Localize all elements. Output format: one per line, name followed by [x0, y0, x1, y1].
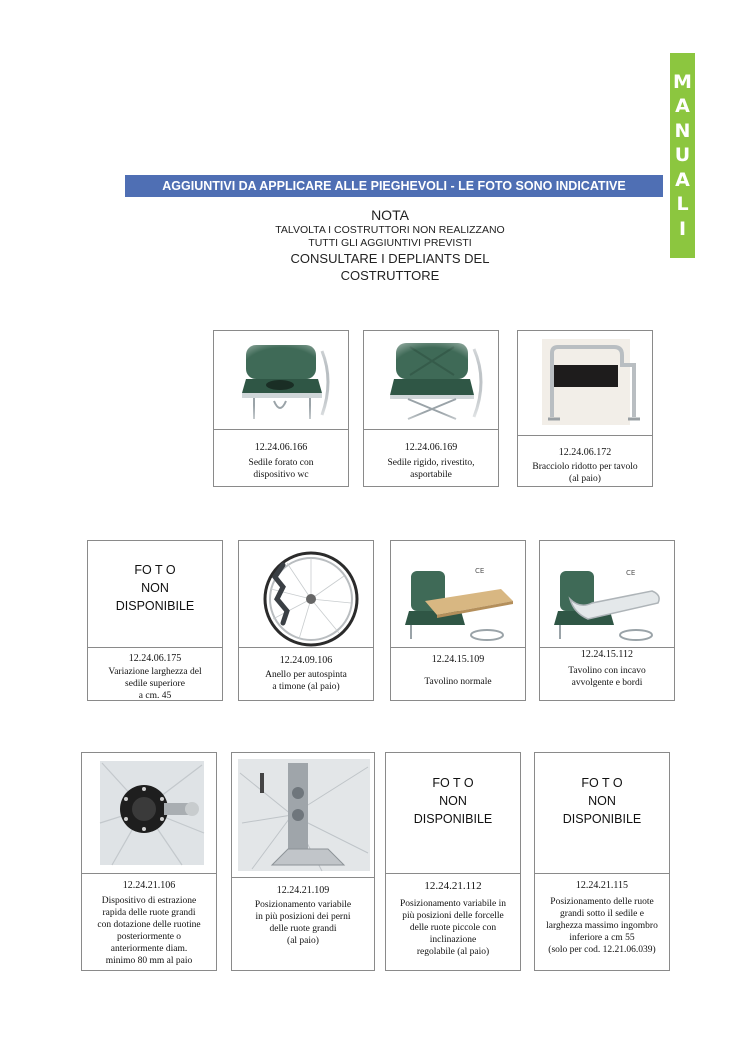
- product-photo-pushrim: [239, 541, 373, 648]
- product-description: Sedile rigido, rivestito, asportabile: [387, 458, 475, 480]
- nota-line: TUTTI GLI AGGIUNTIVI PREVISTI: [308, 237, 472, 249]
- product-card: [87, 540, 223, 701]
- product-code: 12.24.06.172: [558, 447, 612, 458]
- product-card: [517, 330, 653, 487]
- product-card: [539, 540, 675, 701]
- product-code: 12.24.21.115: [575, 880, 629, 891]
- product-photo-commode-seat: [214, 331, 348, 430]
- side-tab-letter: I: [678, 217, 687, 240]
- product-photo-tray-cutout: [540, 541, 674, 648]
- no-photo-label: FO T O NON DISPONIBILE: [115, 563, 195, 613]
- side-tab-letter: M: [673, 70, 692, 93]
- product-description: Anello per autospinta a timone (al paio): [265, 670, 347, 692]
- product-photo-missing: [88, 541, 222, 648]
- section-banner: AGGIUNTIVI DA APPLICARE ALLE PIEGHEVOLI - LE FOTO SONO INDICATIVE: [125, 175, 663, 197]
- product-code: 12.24.06.166: [254, 442, 308, 453]
- nota-line: TALVOLTA I COSTRUTTORI NON REALIZZANO: [275, 224, 505, 236]
- product-code: 12.24.06.169: [404, 442, 458, 453]
- product-photo-quick-release: [82, 753, 216, 874]
- product-photo-missing: [535, 753, 669, 874]
- side-tab-letter: N: [674, 119, 691, 142]
- product-card: [363, 330, 499, 487]
- product-code: 12.24.21.106: [122, 880, 176, 891]
- product-description: Tavolino normale: [424, 677, 492, 687]
- product-card: [81, 752, 217, 971]
- product-card: [390, 540, 526, 701]
- product-description: Posizionamento variabile in più posizioni dei perni delle ruote grandi (al paio): [254, 900, 352, 946]
- product-card: [385, 752, 521, 971]
- side-tab-letter: A: [675, 168, 690, 191]
- product-photo-tray-table: [391, 541, 525, 648]
- product-code: 12.24.15.109: [431, 654, 485, 665]
- product-code: 12.24.06.175: [128, 653, 182, 664]
- manuali-side-tab: [670, 53, 695, 258]
- side-tab-letter: A: [675, 95, 690, 118]
- product-description: Sedile forato con dispositivo wc: [248, 458, 314, 480]
- nota-title: NOTA: [371, 207, 409, 223]
- product-photo-armrest: [518, 331, 652, 436]
- product-code: 12.24.15.112: [580, 649, 634, 660]
- product-description: Dispositivo di estrazione rapida delle ruote grandi con dotazione delle ruotine posteriormente o anteriormente diam. minimo 80 mm al paio: [97, 896, 201, 966]
- product-description: Posizionamento delle ruote grandi sotto il sedile e larghezza massimo ingombro inferiore a cm 55 (solo per cod. 12.21.06.039): [546, 897, 658, 955]
- product-code: 12.24.21.112: [424, 880, 482, 892]
- product-description: Variazione larghezza del sedile superiore a cm. 45: [108, 667, 202, 701]
- no-photo-label: FO T O NON DISPONIBILE: [562, 776, 642, 826]
- product-card: [231, 752, 375, 971]
- product-card: [213, 330, 349, 487]
- product-description: Tavolino con incavo avvolgente e bordi: [568, 666, 646, 688]
- product-card: [534, 752, 670, 971]
- product-description: Posizionamento variabile in più posizioni delle forcelle delle ruote piccole con inclinazione regolabile (al paio): [399, 899, 507, 957]
- product-photo-missing: [386, 753, 520, 874]
- product-code: 12.24.09.106: [279, 655, 333, 666]
- product-description: Bracciolo ridotto per tavolo (al paio): [532, 462, 638, 484]
- product-photo-rigid-seat: [364, 331, 498, 430]
- ce-mark: CE: [626, 569, 636, 577]
- nota-line: CONSULTARE I DEPLIANTS DEL COSTRUTTORE: [290, 251, 490, 283]
- nota-block: [240, 207, 540, 284]
- side-tab-letter: U: [674, 144, 691, 167]
- side-tab-letter: L: [676, 193, 689, 216]
- product-code: 12.24.21.109: [276, 885, 330, 896]
- ce-mark: CE: [475, 567, 485, 575]
- product-photo-axle-plate: [232, 753, 374, 878]
- no-photo-label: FO T O NON DISPONIBILE: [413, 776, 493, 826]
- product-card: [238, 540, 374, 701]
